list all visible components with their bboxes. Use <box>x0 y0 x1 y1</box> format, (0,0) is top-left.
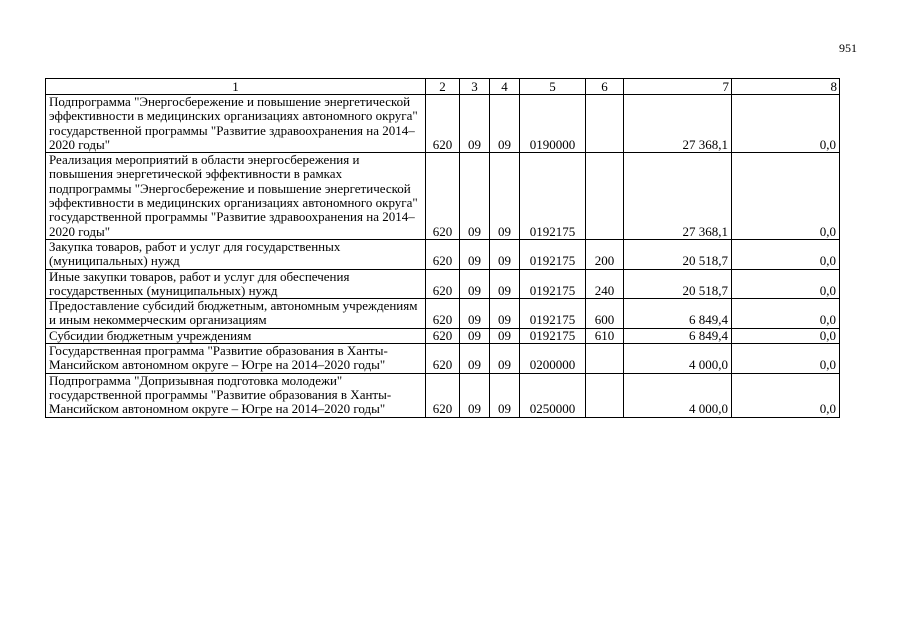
amount-col8: 0,0 <box>732 239 840 269</box>
column-header-8: 8 <box>732 79 840 95</box>
target-code: 0250000 <box>520 373 586 417</box>
column-header-5: 5 <box>520 79 586 95</box>
amount-col8: 0,0 <box>732 299 840 329</box>
ministry-code: 620 <box>426 373 460 417</box>
target-code: 0192175 <box>520 269 586 299</box>
column-header-4: 4 <box>490 79 520 95</box>
section-code: 09 <box>460 299 490 329</box>
header-row <box>46 79 840 95</box>
section-code: 09 <box>460 328 490 343</box>
section-code: 09 <box>460 373 490 417</box>
section-code: 09 <box>460 95 490 153</box>
column-header-1: 1 <box>46 79 426 95</box>
subsection-code: 09 <box>490 328 520 343</box>
table-row <box>46 95 840 153</box>
ministry-code: 620 <box>426 153 460 240</box>
subsection-code: 09 <box>490 239 520 269</box>
amount-col8: 0,0 <box>732 153 840 240</box>
amount-col7: 20 518,7 <box>624 269 732 299</box>
ministry-code: 620 <box>426 269 460 299</box>
column-header-6: 6 <box>586 79 624 95</box>
target-code: 0192175 <box>520 239 586 269</box>
ministry-code: 620 <box>426 328 460 343</box>
expense-type-code <box>586 344 624 374</box>
ministry-code: 620 <box>426 299 460 329</box>
expense-type-code: 240 <box>586 269 624 299</box>
table-row <box>46 373 840 417</box>
target-code: 0190000 <box>520 95 586 153</box>
column-header-2: 2 <box>426 79 460 95</box>
table-row <box>46 269 840 299</box>
row-name: Реализация мероприятий в области энергосбережения и повышения энергетической эффективности в рамках подпрограммы "Энергосбережение и повышение энергетической эффективности в медицинских организациях автономного округа" государственной программы "Развитие здравоохранения на 2014–2020 годы" <box>46 153 426 240</box>
expense-type-code: 600 <box>586 299 624 329</box>
amount-col8: 0,0 <box>732 269 840 299</box>
row-name: Закупка товаров, работ и услуг для государственных (муниципальных) нужд <box>46 239 426 269</box>
table-row <box>46 344 840 374</box>
section-code: 09 <box>460 344 490 374</box>
subsection-code: 09 <box>490 153 520 240</box>
expense-type-code <box>586 95 624 153</box>
table-row <box>46 239 840 269</box>
amount-col8: 0,0 <box>732 95 840 153</box>
subsection-code: 09 <box>490 373 520 417</box>
row-name: Субсидии бюджетным учреждениям <box>46 328 426 343</box>
table-row <box>46 153 840 240</box>
expense-type-code: 610 <box>586 328 624 343</box>
amount-col8: 0,0 <box>732 344 840 374</box>
section-code: 09 <box>460 239 490 269</box>
subsection-code: 09 <box>490 269 520 299</box>
subsection-code: 09 <box>490 95 520 153</box>
expense-type-code <box>586 373 624 417</box>
section-code: 09 <box>460 269 490 299</box>
expense-type-code: 200 <box>586 239 624 269</box>
expense-type-code <box>586 153 624 240</box>
ministry-code: 620 <box>426 344 460 374</box>
column-header-7: 7 <box>624 79 732 95</box>
target-code: 0192175 <box>520 153 586 240</box>
target-code: 0192175 <box>520 328 586 343</box>
column-header-3: 3 <box>460 79 490 95</box>
table-row <box>46 299 840 329</box>
ministry-code: 620 <box>426 239 460 269</box>
amount-col7: 6 849,4 <box>624 328 732 343</box>
ministry-code: 620 <box>426 95 460 153</box>
target-code: 0192175 <box>520 299 586 329</box>
amount-col7: 20 518,7 <box>624 239 732 269</box>
amount-col8: 0,0 <box>732 373 840 417</box>
section-code: 09 <box>460 153 490 240</box>
row-name: Подпрограмма "Энергосбережение и повышение энергетической эффективности в медицинских организациях автономного округа" государственной программы "Развитие здравоохранения на 2014–2020 годы" <box>46 95 426 153</box>
amount-col7: 27 368,1 <box>624 153 732 240</box>
row-name: Подпрограмма "Допризывная подготовка молодежи" государственной программы "Развитие образования в Ханты-Мансийском автономном округе – Югре на 2014–2020 годы" <box>46 373 426 417</box>
subsection-code: 09 <box>490 299 520 329</box>
amount-col7: 4 000,0 <box>624 344 732 374</box>
amount-col7: 4 000,0 <box>624 373 732 417</box>
amount-col7: 27 368,1 <box>624 95 732 153</box>
table-row <box>46 328 840 343</box>
subsection-code: 09 <box>490 344 520 374</box>
page-number: 951 <box>839 41 857 55</box>
row-name: Иные закупки товаров, работ и услуг для обеспечения государственных (муниципальных) нужд <box>46 269 426 299</box>
row-name: Предоставление субсидий бюджетным, автономным учреждениям и иным некоммерческим организациям <box>46 299 426 329</box>
target-code: 0200000 <box>520 344 586 374</box>
amount-col7: 6 849,4 <box>624 299 732 329</box>
amount-col8: 0,0 <box>732 328 840 343</box>
row-name: Государственная программа "Развитие образования в Ханты-Мансийском автономном округе – Югре на 2014–2020 годы" <box>46 344 426 374</box>
budget-table <box>45 78 840 418</box>
